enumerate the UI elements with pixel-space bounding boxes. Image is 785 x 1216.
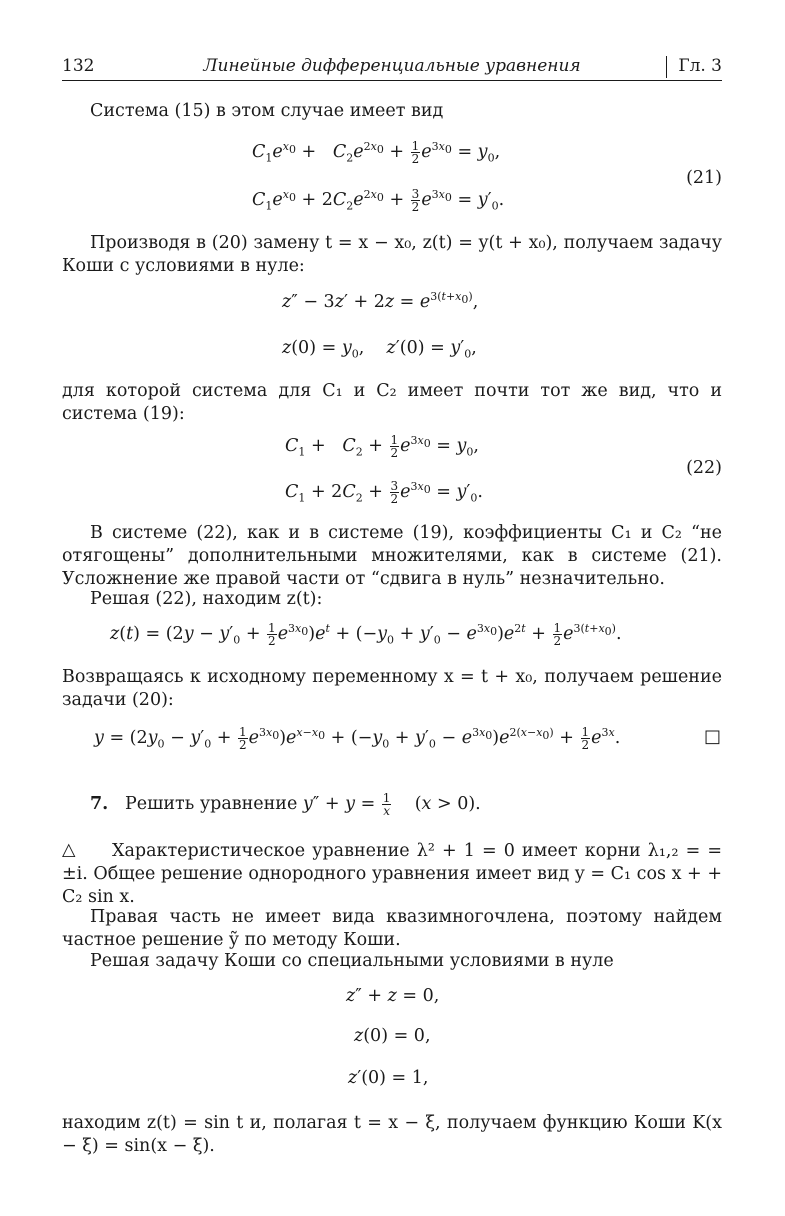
header-bracket <box>666 56 667 78</box>
paragraph-solving-22: Решая (22), находим z(t): <box>90 589 323 609</box>
equation-22-line-1: $C_1 + C_2$ + $\frac{1}{2}$ $e^{3x_0} = y_0$, <box>285 433 479 460</box>
chapter-label: Гл. 3 <box>678 56 722 76</box>
equation-22-number: (22) <box>686 458 722 478</box>
equation-cauchy-z: $z'' - 3z' + 2z = e^{3(t+x_0)}$, <box>282 290 479 312</box>
triangle-marker: △ <box>62 840 76 860</box>
paragraph-system-15: Система (15) в этом случае имеет вид <box>90 101 444 121</box>
paragraph-system-19: для которой система для C₁ и C₂ имеет почти тот же вид, что и система (19): <box>62 381 722 424</box>
problem-7: 7. Решить уравнение y″ + y = $\frac{1}{x}$ (x > 0). <box>90 791 481 818</box>
equation-21-line-2: $C_1e^{x_0} + 2C_2e^{2x_0}$ + $\frac{3}{2}$ $e^{3x_0} = y'_0$. <box>252 187 505 214</box>
problem-7-text: Решить уравнение <box>124 794 298 814</box>
paragraph-right-side: Правая часть не имеет вида квазимногочлена, поэтому найдем частное решение ỹ по методу Коши. <box>62 907 722 950</box>
equation-special-2: z(0) = 0, <box>354 1026 431 1046</box>
equation-cauchy-conditions: $z(0) = y_0$, $z'(0) = y'_0$, <box>282 338 477 361</box>
equation-special-3: z′(0) = 1, <box>348 1068 429 1088</box>
equation-21-line-1: $C_1e^{x_0} + C_2e^{2x_0}$ + $\frac{1}{2}$ $e^{3x_0} = y_0$, <box>252 139 501 166</box>
paragraph-cauchy-function: находим z(t) = sin t и, полагая t = x − ξ, получаем функцию Коши K(x − ξ) = sin(x − ξ). <box>62 1113 722 1156</box>
paragraph-return-variable: Возвращаясь к исходному переменному x = t + x₀, получаем решение задачи (20): <box>62 667 722 710</box>
equation-z-solution: $z(t) = (2y - y'_0$ + $\frac{1}{2}$ $e^{3x_0})e^t + (-y_0 + y'_0 - e^{3x_0})e^{2t}$ + $\frac{1}{2}$ $e^{3(t+x_0)}$. <box>110 621 622 648</box>
equation-y-solution: $y = (2y_0 - y'_0$ + $\frac{1}{2}$ $e^{3x_0})e^{x-x_0} + (-y_0 + y'_0 - e^{3x_0})e^{2(x-x_0)}$ + $\frac{1}{2}$ $e^{3x}$. <box>94 725 621 752</box>
equation-21-number: (21) <box>686 168 722 188</box>
paragraph-special-conditions: Решая задачу Коши со специальными условиями в нуле <box>90 951 614 971</box>
paragraph-substitution: Производя в (20) замену t = x − x₀, z(t) = y(t + x₀), получаем задачу Коши с условиями в нуле: <box>62 233 722 276</box>
page-number: 132 <box>62 56 95 76</box>
running-title: Линейные дифференциальные уравнения <box>203 56 581 76</box>
running-header <box>62 56 722 80</box>
header-rule <box>62 80 722 81</box>
paragraph-coefficients: В системе (22), как и в системе (19), коэффициенты C₁ и C₂ “не отягощены” дополнительными множителями, как в системе (21). Усложнение же правой части от “сдвига в нуль” незначительно. <box>62 523 722 589</box>
equation-special-1: z″ + z = 0, <box>346 986 440 1006</box>
problem-7-number: 7. <box>90 794 109 814</box>
end-of-proof-square: □ <box>704 726 722 747</box>
paragraph-characteristic: Характеристическое уравнение λ² + 1 = 0 имеет корни λ₁,₂ = = ±i. Общее решение однородного уравнения имеет вид y = C₁ cos x + + C₂ sin x. <box>62 841 722 907</box>
equation-22-line-2: $C_1 + 2C_2$ + $\frac{3}{2}$ $e^{3x_0} = y'_0$. <box>285 479 483 506</box>
